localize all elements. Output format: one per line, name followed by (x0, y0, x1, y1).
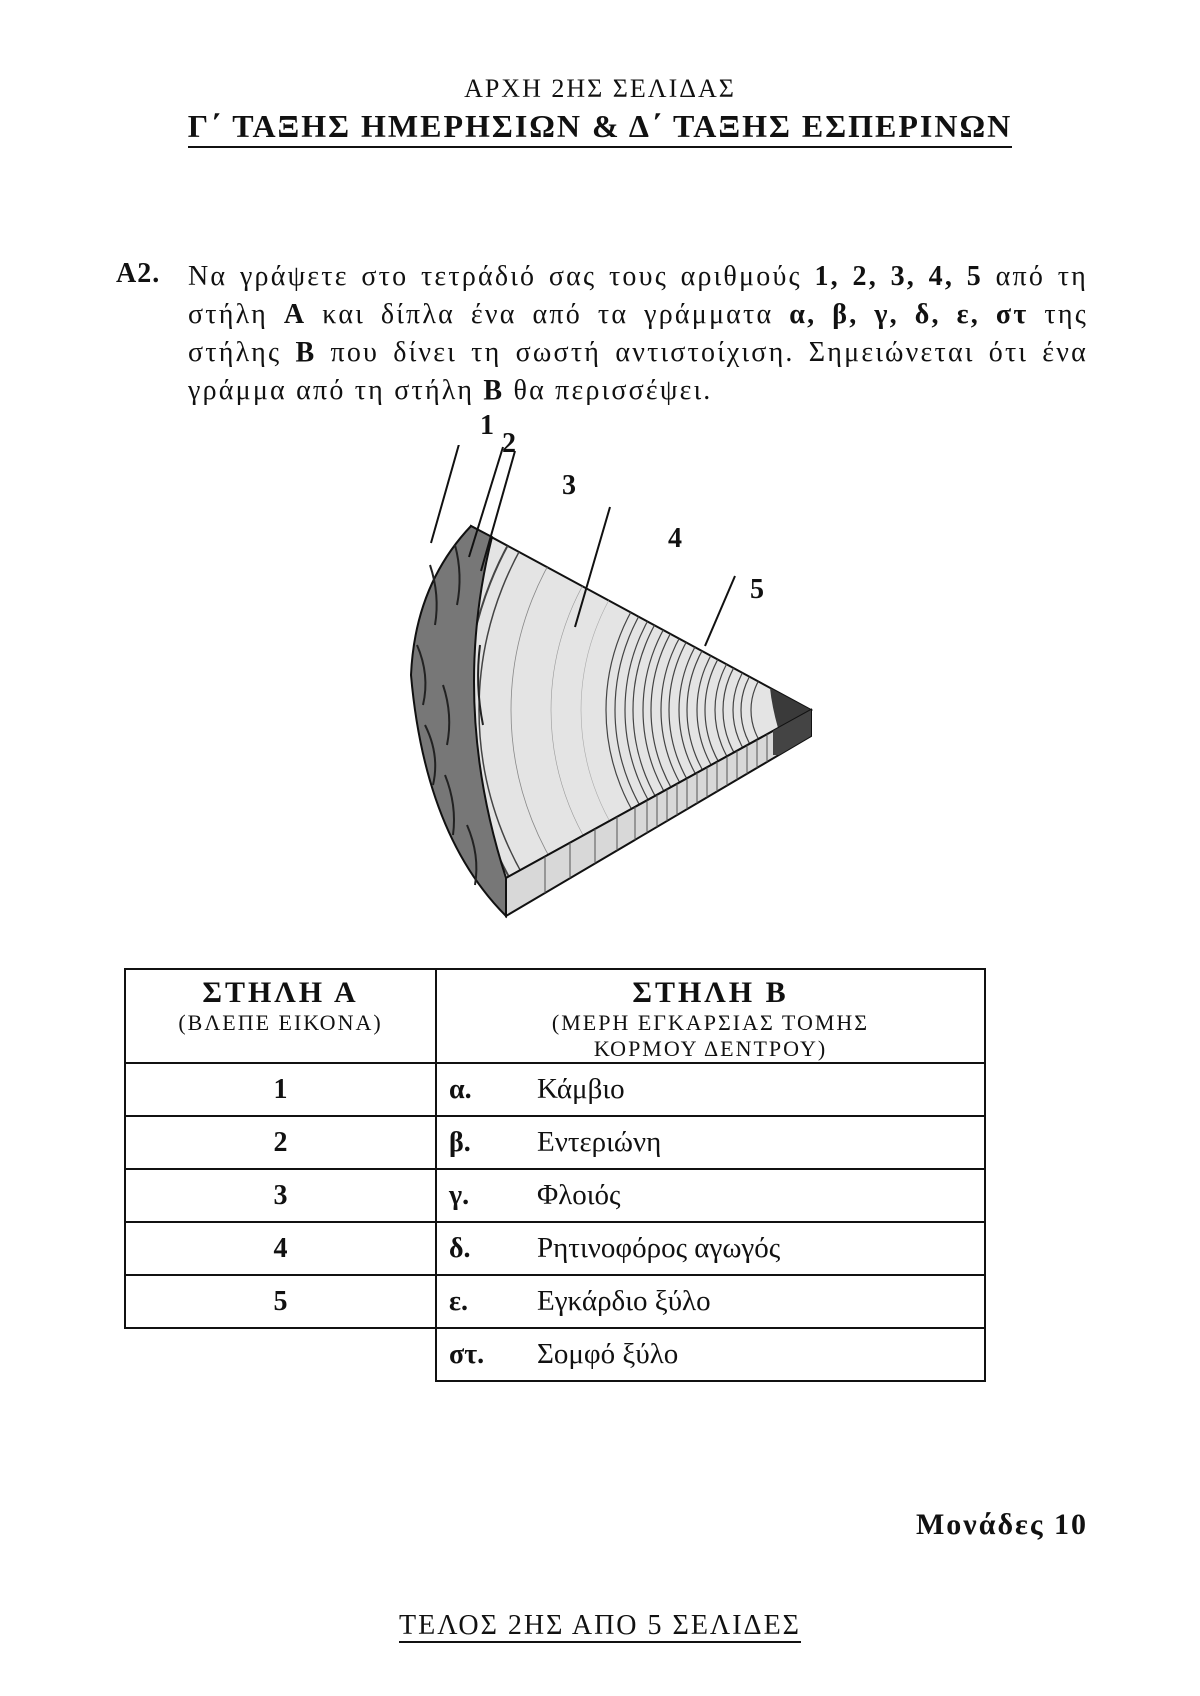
option-term: Φλοιός (537, 1179, 621, 1211)
row-number: 2 (125, 1116, 436, 1169)
column-b-subtitle-1: (ΜΕΡΗ ΕΓΚΑΡΣΙΑΣ ΤΟΜΗΣ (551, 1010, 870, 1035)
q-text-3: και δίπλα ένα από τα γράμματα (306, 299, 790, 330)
row-number: 5 (125, 1275, 436, 1328)
question-text (188, 258, 1088, 410)
option-term: Σομφό ξύλο (537, 1338, 679, 1370)
question-number: Α2. (116, 258, 161, 289)
q-text-1: Να γράψετε στο τετράδιό σας τους αριθμούς (188, 261, 815, 292)
page-end-footer (0, 1610, 1200, 1642)
trunk-cross-section-figure (395, 445, 855, 1030)
table-row (125, 1275, 985, 1328)
option-term: Κάμβιο (537, 1073, 625, 1105)
q-bold-col-a: Α (283, 299, 307, 330)
table-header-row (125, 969, 985, 1063)
option-term: Εντεριώνη (537, 1126, 662, 1158)
q-text-2: από τη στήλη (188, 261, 1088, 330)
matching-table (124, 968, 986, 1382)
figure-label-4: 4 (668, 523, 682, 554)
row-option (436, 1275, 985, 1328)
q-text-5: που δίνει τη σωστή αντιστοίχιση. Σημειώνεται ότι ένα γράμμα από τη στήλη (188, 337, 1088, 406)
row-number: 1 (125, 1063, 436, 1116)
table-row (125, 1169, 985, 1222)
row-option (436, 1169, 985, 1222)
q-bold-col-b-2: Β (483, 375, 505, 406)
row-number: 4 (125, 1222, 436, 1275)
column-b-title: ΣΤΗΛΗ Β (632, 976, 789, 1009)
table-row (125, 1116, 985, 1169)
row-option (436, 1063, 985, 1116)
column-a-subtitle: (ΒΛΕΠΕ ΕΙΚΟΝΑ) (178, 1010, 383, 1035)
row-option (436, 1222, 985, 1275)
option-letter: δ. (449, 1233, 471, 1264)
page-start-header: ΑΡΧΗ 2ΗΣ ΣΕΛΙΔΑΣ (464, 74, 736, 103)
figure-label-3: 3 (562, 470, 576, 501)
option-term: Εγκάρδιο ξύλο (537, 1285, 711, 1317)
q-bold-numbers: 1, 2, 3, 4, 5 (814, 261, 983, 292)
row-option (436, 1328, 985, 1381)
column-a-title: ΣΤΗΛΗ Α (202, 976, 359, 1009)
document-title-text: Γ΄ ΤΑΞΗΣ ΗΜΕΡΗΣΙΩΝ & Δ΄ ΤΑΞΗΣ ΕΣΠΕΡΙΝΩΝ (188, 108, 1012, 148)
footer-text: ΤΕΛΟΣ 2ΗΣ ΑΠΟ 5 ΣΕΛΙΔΕΣ (399, 1610, 801, 1641)
option-letter: στ. (449, 1339, 485, 1370)
document-title (0, 108, 1200, 145)
row-number: 3 (125, 1169, 436, 1222)
q-text-4: της στήλης (188, 299, 1089, 368)
option-letter: γ. (449, 1180, 470, 1211)
row-option (436, 1116, 985, 1169)
table-row (125, 1063, 985, 1116)
column-b-header (436, 969, 985, 1063)
empty-cell (125, 1328, 436, 1381)
units-score: Μονάδες 10 (915, 1508, 1088, 1541)
q-bold-letters: α, β, γ, δ, ε, στ (789, 299, 1029, 330)
table-row (125, 1222, 985, 1275)
figure-label-5: 5 (750, 574, 764, 605)
figure-label-1: 1 (480, 410, 494, 441)
q-bold-col-b: Β (295, 337, 317, 368)
q-text-6: θα περισσέψει. (504, 375, 713, 406)
column-b-subtitle-2: ΚΟΡΜΟΥ ΔΕΝΤΡΟΥ) (593, 1036, 828, 1061)
figure-label-2: 2 (502, 428, 516, 459)
option-term: Ρητινοφόρος αγωγός (537, 1232, 781, 1264)
option-letter: β. (449, 1127, 471, 1158)
table-row-extra (125, 1328, 985, 1381)
option-letter: α. (449, 1074, 472, 1105)
option-letter: ε. (449, 1286, 468, 1317)
column-a-header (125, 969, 436, 1063)
